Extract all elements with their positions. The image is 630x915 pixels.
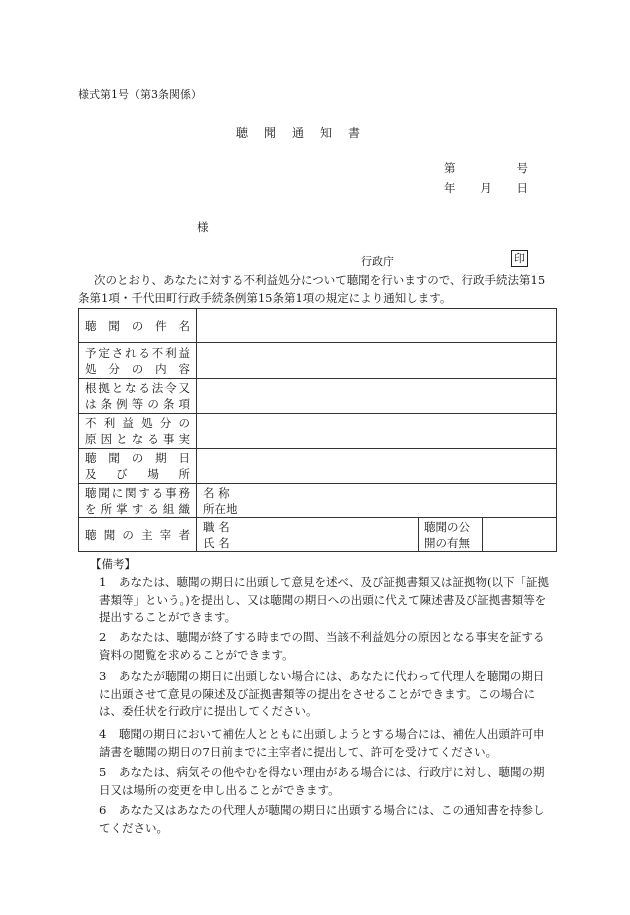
hearing-details-table: [78, 308, 557, 552]
value-case-name[interactable]: [197, 309, 557, 343]
note-text: あなたは、聴聞の期日に出頭して意見を述べ、及び証拠書類又は証拠物(以下「証拠書類等」という。)を提出し、又は聴聞の期日への出頭に代えて陳述書及び証拠書類等を提出することができます。: [99, 575, 549, 624]
document-title: 聴聞通知書: [236, 126, 377, 140]
seal-mark: 印: [511, 250, 528, 267]
value-presiding-officer[interactable]: [197, 518, 419, 552]
note-text: あなたは、病気その他やむを得ない理由がある場合には、行政庁に対し、聴聞の期日又は場所の変更を申し出ることができます。: [99, 765, 545, 797]
note-item: [99, 726, 551, 761]
value-organization[interactable]: [197, 484, 557, 518]
date-month: 月: [480, 181, 492, 195]
field-organization-address: 所在地: [203, 501, 238, 516]
issue-date: [444, 180, 528, 196]
label-planned-disposition: 予定される不利益 処分の内容: [79, 343, 197, 379]
notes-header: 【備考】: [90, 557, 136, 571]
note-number: 2: [99, 630, 107, 644]
addressee-suffix: 様: [197, 220, 209, 234]
table-row-legal-basis: [79, 379, 557, 414]
table-row-cause-facts: [79, 414, 557, 449]
value-date-place[interactable]: [197, 449, 557, 484]
table-row-presiding-officer: [79, 518, 557, 552]
value-cause-facts[interactable]: [197, 414, 557, 449]
value-planned-disposition[interactable]: [197, 343, 557, 379]
form-number: 様式第1号（第3条関係）: [78, 88, 202, 101]
note-number: 3: [99, 669, 107, 683]
label-public-hearing: 聴聞の公 開の有無: [419, 518, 483, 552]
table-row-date-place: [79, 449, 557, 484]
note-item: [99, 629, 551, 664]
intro-text: 次のとおり、あなたに対する不利益処分について聴聞を行いますので、行政手続法第15条第1項・千代田町行政手続条例第15条第1項の規定により通知します。: [78, 273, 546, 305]
value-public-hearing[interactable]: [483, 518, 557, 552]
label-legal-basis: 根拠となる法令又 は条例等の条項: [79, 379, 197, 414]
document-number: [444, 160, 528, 176]
table-row-case-name: [79, 309, 557, 343]
date-day: 日: [516, 181, 528, 195]
issuer-name: 行政庁: [361, 255, 394, 268]
label-organization: 聴聞に関する事務 を所掌する組織: [79, 484, 197, 518]
date-year: 年: [444, 181, 456, 195]
note-number: 1: [99, 575, 107, 589]
doc-number-suffix: 号: [516, 161, 528, 175]
field-organization-name: 名 称: [203, 485, 230, 500]
note-item: [99, 802, 551, 837]
value-legal-basis[interactable]: [197, 379, 557, 414]
label-case-name: 聴聞の件名: [79, 309, 197, 343]
label-cause-facts: 不利益処分の 原因となる事実: [79, 414, 197, 449]
note-number: 4: [99, 727, 107, 741]
field-officer-name: 氏 名: [203, 535, 230, 550]
note-text: あなたは、聴聞が終了する時までの間、当該不利益処分の原因となる事実を証する資料の閲覧を求めることができます。: [99, 630, 545, 662]
table-row-organization: [79, 484, 557, 518]
note-item: [99, 764, 551, 799]
note-item: [99, 574, 551, 627]
field-officer-title: 職 名: [203, 519, 230, 534]
note-number: 6: [99, 803, 107, 817]
label-date-place: 聴聞の期日 及び場所: [79, 449, 197, 484]
note-text: 聴聞の期日において補佐人とともに出頭しようとする場合には、補佐人出頭許可申請書を聴聞の期日の7日前までに主宰者に提出して、許可を受けてください。: [99, 727, 545, 759]
doc-number-prefix: 第: [444, 161, 456, 175]
table-row-planned-disposition: [79, 343, 557, 379]
label-presiding-officer: 聴聞の主宰者: [79, 518, 197, 552]
note-text: あなたが聴聞の期日に出頭しない場合には、あなたに代わって代理人を聴聞の期日に出頭させて意見の陳述及び証拠書類等の提出をさせることができます。この場合には、委任状を行政庁に提出してください。: [99, 669, 545, 718]
note-number: 5: [99, 765, 107, 779]
note-item: [99, 668, 551, 721]
note-text: あなた又はあなたの代理人が聴聞の期日に出頭する場合には、この通知書を持参してください。: [99, 803, 545, 835]
